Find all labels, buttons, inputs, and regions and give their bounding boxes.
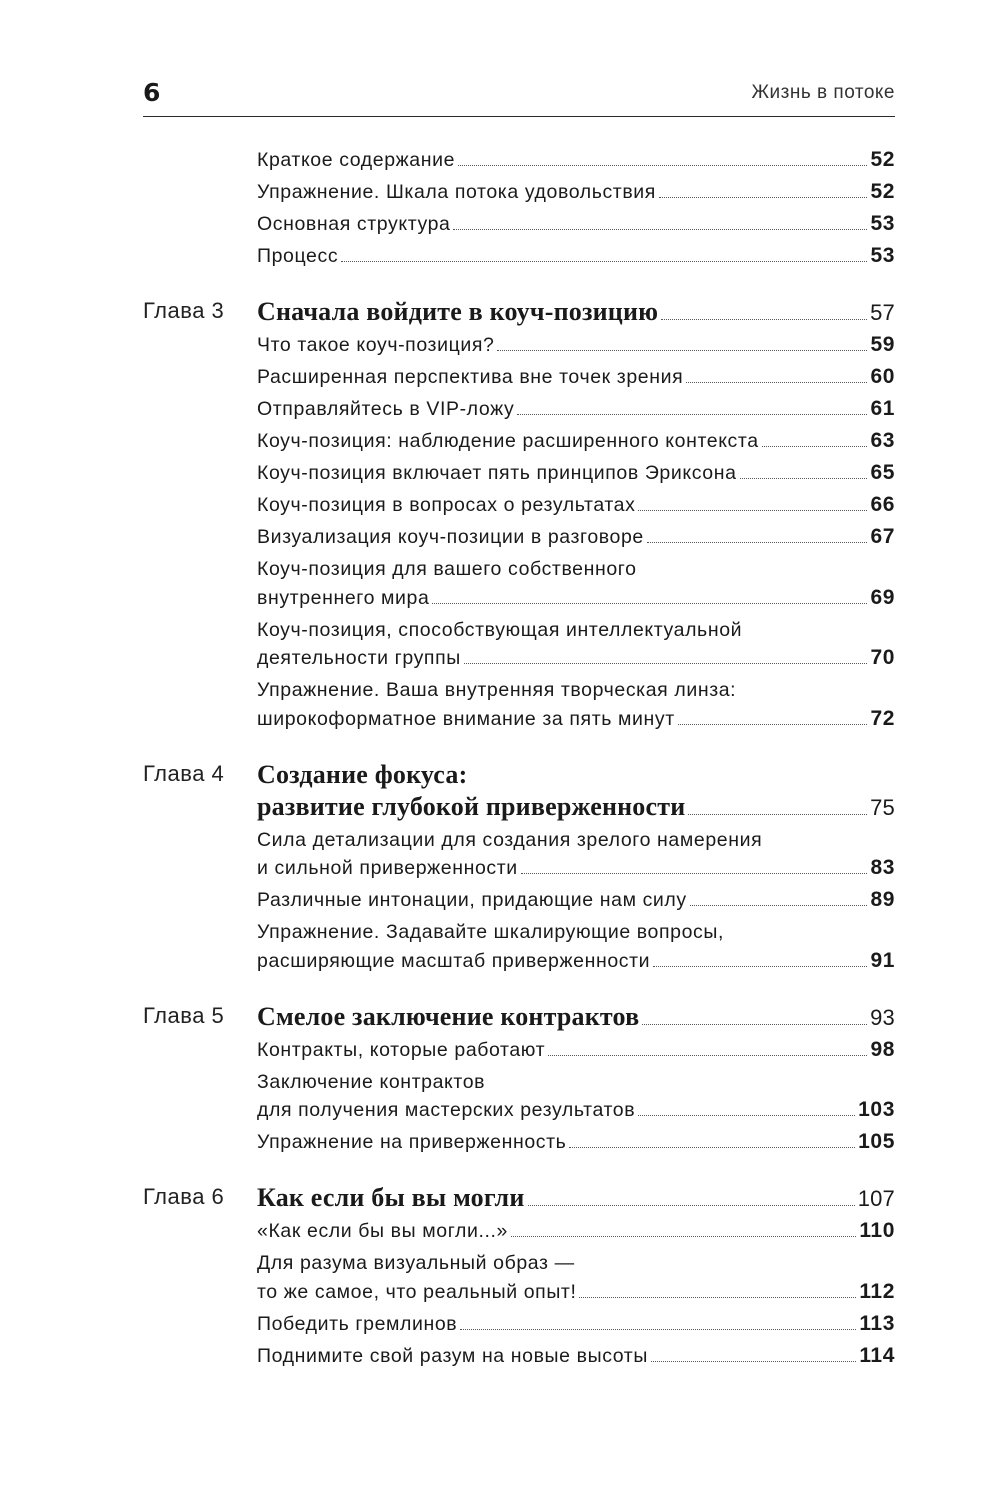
entry-page-number: 52 xyxy=(870,180,895,203)
entry-leader-line xyxy=(257,791,895,824)
dot-leader xyxy=(432,603,867,604)
entry-text-line: Заключение контрактов xyxy=(257,1070,486,1093)
toc-entry[interactable] xyxy=(257,363,895,392)
dot-leader xyxy=(647,542,868,543)
chapter-section xyxy=(143,1001,895,1157)
entry-text-line: Создание фокуса: xyxy=(257,759,468,789)
entry-text: Что такое коуч-позиция? xyxy=(257,334,495,356)
chapter-section xyxy=(143,1182,895,1370)
toc-entry[interactable] xyxy=(257,676,895,733)
dot-leader xyxy=(528,1205,855,1206)
entry-page-number: 53 xyxy=(870,212,895,235)
toc-entry[interactable] xyxy=(257,1217,895,1246)
entry-page-number: 69 xyxy=(870,585,895,609)
entry-page-number: 75 xyxy=(870,794,895,820)
entry-text-line: Коуч-позиция, способствующая интеллектуальной xyxy=(257,618,743,641)
intro-section xyxy=(143,146,895,271)
page-header xyxy=(143,72,895,117)
entry-text: Контракты, которые работают xyxy=(257,1038,546,1061)
entry-leader-line xyxy=(257,1182,895,1215)
entry-leader-line xyxy=(257,584,895,613)
toc-entry[interactable] xyxy=(257,1128,895,1157)
entry-leader-line xyxy=(257,1036,895,1065)
entry-text: Упражнение на приверженность xyxy=(257,1131,567,1153)
entry-page-number: 89 xyxy=(870,888,895,911)
toc-entry[interactable] xyxy=(257,395,895,424)
entry-text: развитие глубокой приверженности xyxy=(257,791,686,821)
entry-leader-line xyxy=(257,363,895,392)
entry-page-number: 67 xyxy=(870,525,895,548)
entry-text: деятельности группы xyxy=(257,647,461,669)
dot-leader xyxy=(638,1115,855,1116)
toc-entry[interactable] xyxy=(257,459,895,488)
entry-leader-line xyxy=(257,491,895,520)
entry-leader-line xyxy=(257,1128,895,1157)
chapter-label: Глава 5 xyxy=(143,1002,225,1028)
dot-leader xyxy=(453,229,867,230)
chapter-section xyxy=(143,296,895,733)
toc-entry[interactable] xyxy=(257,331,895,360)
entry-page-number: 63 xyxy=(870,429,895,452)
dot-leader xyxy=(661,319,867,320)
entry-text-line: Сила детализации для создания зрелого намерения xyxy=(257,828,763,851)
dot-leader xyxy=(460,1329,856,1330)
chapter-label: Глава 6 xyxy=(143,1184,225,1209)
entry-page-number: 70 xyxy=(870,646,895,669)
toc-entry[interactable] xyxy=(257,523,895,552)
toc-entry[interactable] xyxy=(257,178,895,207)
toc-entry[interactable] xyxy=(257,1249,895,1306)
entry-text-line: Коуч-позиция для вашего собственного xyxy=(257,558,637,580)
entry-leader-line xyxy=(257,1096,895,1125)
dot-leader xyxy=(511,1236,856,1237)
entry-leader-line xyxy=(257,947,895,976)
section-spacer xyxy=(143,737,895,759)
entry-text: Визуализация коуч-позиции в разговоре xyxy=(257,526,644,548)
entry-text: Как если бы вы могли xyxy=(257,1183,525,1212)
entry-leader-line xyxy=(257,1342,895,1371)
toc-entry[interactable] xyxy=(257,1036,895,1065)
entry-page-number: 105 xyxy=(858,1130,895,1153)
entry-text-line: Упражнение. Задавайте шкалирующие вопросы, xyxy=(257,921,724,943)
dot-leader xyxy=(569,1147,855,1148)
entry-text: Различные интонации, придающие нам силу xyxy=(257,889,687,911)
entry-leader-line xyxy=(257,178,895,207)
running-title: Жизнь в потоке xyxy=(751,82,895,103)
entry-text: Упражнение. Шкала потока удовольствия xyxy=(257,181,656,203)
dot-leader xyxy=(517,414,867,415)
toc-entry[interactable] xyxy=(257,555,895,612)
chapter-label: Глава 3 xyxy=(143,298,225,323)
entry-page-number: 103 xyxy=(858,1098,895,1121)
entry-page-number: 72 xyxy=(870,706,895,730)
entry-leader-line xyxy=(257,427,895,456)
dot-leader xyxy=(651,1361,856,1362)
entry-page-number: 65 xyxy=(870,461,895,484)
entry-text: Победить гремлинов xyxy=(257,1312,458,1335)
entry-text: Процесс xyxy=(257,245,339,267)
entry-leader-line xyxy=(257,854,895,883)
entry-text: то же самое, что реальный опыт! xyxy=(257,1280,577,1303)
entry-page-number: 61 xyxy=(870,397,895,420)
dot-leader xyxy=(740,478,868,479)
entry-page-number: 114 xyxy=(859,1343,895,1367)
entry-text: Смелое заключение контрактов xyxy=(257,1001,640,1031)
toc-entry[interactable] xyxy=(257,146,895,175)
entry-page-number: 98 xyxy=(870,1037,895,1061)
toc-entry[interactable] xyxy=(257,242,895,271)
toc-entry[interactable] xyxy=(257,427,895,456)
dot-leader xyxy=(497,350,867,351)
dot-leader xyxy=(579,1297,856,1298)
chapter-title[interactable] xyxy=(257,1182,895,1215)
dot-leader xyxy=(341,261,867,262)
entry-leader-line xyxy=(257,1278,895,1307)
entry-leader-line xyxy=(257,1217,895,1246)
entry-page-number: 59 xyxy=(870,333,895,356)
entry-page-number: 60 xyxy=(870,365,895,388)
chapter-title[interactable] xyxy=(257,1001,895,1034)
entry-page-number: 83 xyxy=(870,856,895,879)
entry-text-line: Для разума визуальный образ — xyxy=(257,1252,575,1274)
dot-leader xyxy=(521,873,868,874)
entry-text: Расширенная перспектива вне точек зрения xyxy=(257,366,684,388)
chapter-title[interactable] xyxy=(257,759,895,824)
dot-leader xyxy=(690,905,868,906)
section-spacer xyxy=(143,1160,895,1182)
entry-leader-line xyxy=(257,459,895,488)
toc-entry[interactable] xyxy=(257,886,895,915)
entry-page-number: 53 xyxy=(870,244,895,267)
dot-leader xyxy=(762,446,868,447)
dot-leader xyxy=(464,663,868,664)
toc-entry[interactable] xyxy=(257,918,895,975)
entry-text: и сильной приверженности xyxy=(257,857,518,879)
entry-leader-line xyxy=(257,331,895,360)
dot-leader xyxy=(458,165,867,166)
entry-page-number: 57 xyxy=(870,300,895,325)
dot-leader xyxy=(688,814,867,815)
dot-leader xyxy=(678,724,868,725)
entry-leader-line xyxy=(257,395,895,424)
entry-leader-line xyxy=(257,886,895,915)
entry-text: Коуч-позиция в вопросах о результатах xyxy=(257,494,636,516)
entry-text: для получения мастерских результатов xyxy=(257,1099,636,1121)
entry-page-number: 113 xyxy=(859,1311,895,1335)
entry-page-number: 112 xyxy=(859,1279,895,1303)
entry-text: Коуч-позиция включает пять принципов Эриксона xyxy=(257,462,737,484)
entry-text: внутреннего мира xyxy=(257,586,430,609)
entry-text: «Как если бы вы могли...» xyxy=(257,1220,508,1242)
dot-leader xyxy=(638,510,867,511)
entry-text: Коуч-позиция: наблюдение расширенного контекста xyxy=(257,430,759,452)
entry-leader-line xyxy=(257,296,895,329)
toc-entry[interactable] xyxy=(257,826,895,883)
dot-leader xyxy=(642,1024,867,1025)
toc-entry[interactable] xyxy=(257,616,895,673)
toc-entry[interactable] xyxy=(257,1342,895,1371)
toc-entry[interactable] xyxy=(257,1068,895,1125)
dot-leader xyxy=(653,966,867,967)
entry-text: широкоформатное внимание за пять минут xyxy=(257,707,675,730)
entry-leader-line xyxy=(257,644,895,673)
dot-leader xyxy=(659,197,867,198)
table-of-contents xyxy=(143,146,895,1374)
section-spacer xyxy=(143,274,895,296)
entry-page-number: 110 xyxy=(859,1219,895,1242)
entry-page-number: 91 xyxy=(870,948,895,972)
chapter-section xyxy=(143,759,895,976)
entry-text: Поднимите свой разум на новые высоты xyxy=(257,1344,648,1367)
entry-text: Краткое содержание xyxy=(257,149,456,171)
entry-text: Отправляйтесь в VIP-ложу xyxy=(257,398,515,420)
chapter-title[interactable] xyxy=(257,296,895,329)
entry-leader-line xyxy=(257,523,895,552)
section-spacer xyxy=(143,979,895,1001)
entry-text-line: Упражнение. Ваша внутренняя творческая линза: xyxy=(257,679,737,701)
entry-leader-line xyxy=(257,146,895,175)
entry-leader-line xyxy=(257,210,895,239)
entry-leader-line xyxy=(257,1001,895,1034)
entry-page-number: 66 xyxy=(870,493,895,516)
toc-entry[interactable] xyxy=(257,1310,895,1339)
entry-page-number: 93 xyxy=(870,1004,895,1030)
dot-leader xyxy=(686,382,867,383)
entry-leader-line xyxy=(257,242,895,271)
entry-text: Сначала войдите в коуч-позицию xyxy=(257,297,659,326)
entry-leader-line xyxy=(257,1310,895,1339)
dot-leader xyxy=(548,1055,867,1056)
entry-page-number: 107 xyxy=(857,1186,895,1211)
toc-entry[interactable] xyxy=(257,210,895,239)
chapter-label: Глава 4 xyxy=(143,760,225,786)
toc-entry[interactable] xyxy=(257,491,895,520)
entry-text: расширяющие масштаб приверженности xyxy=(257,949,651,972)
entry-text: Основная структура xyxy=(257,213,451,235)
page-number: 6 xyxy=(143,78,161,107)
entry-page-number: 52 xyxy=(870,148,895,171)
entry-leader-line xyxy=(257,705,895,734)
